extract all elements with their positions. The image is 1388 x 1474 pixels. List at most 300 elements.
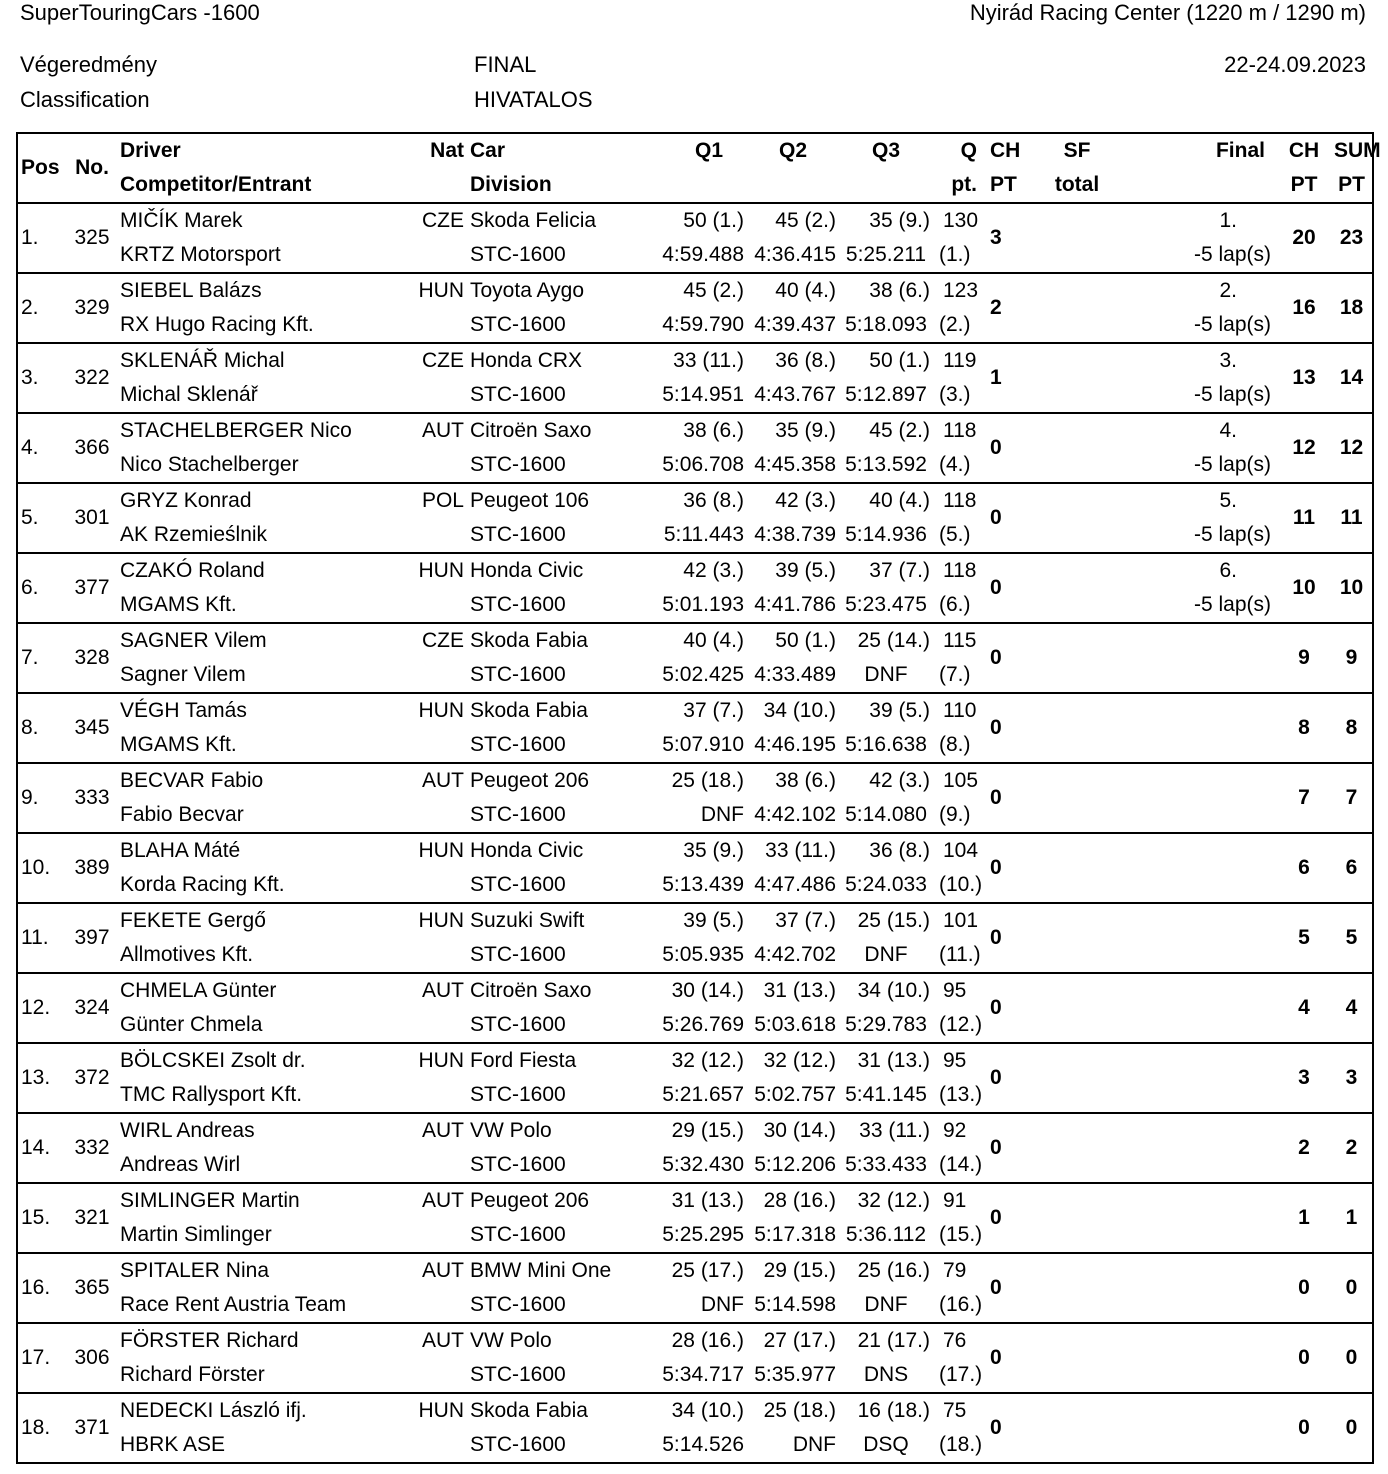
q2-time-cell: 4:38.739 [754, 523, 836, 546]
q2-time-cell: 4:46.195 [754, 733, 836, 756]
q3-points-cell: 50 (1.) [839, 343, 933, 378]
table-row-sub [17, 1148, 1373, 1183]
nationality-cell: CZE [367, 623, 467, 658]
sum-points-cell: 4 [1331, 973, 1373, 1043]
q1-time-cell: 5:11.443 [663, 523, 744, 546]
table-row-sub [17, 238, 1373, 273]
sf-total-cell [1027, 483, 1127, 553]
driver-name-cell: WIRL Andreas [117, 1113, 367, 1148]
nationality-cell: HUN [367, 553, 467, 588]
entrant-cell: Martin Simlinger [120, 1223, 272, 1246]
q3-points-cell: 32 (12.) [839, 1183, 933, 1218]
q2-points-cell: 42 (3.) [747, 483, 839, 518]
q3-time-cell: 5:29.783 [845, 1013, 927, 1036]
sf-total-cell [1027, 1043, 1127, 1113]
results-table [16, 132, 1381, 1464]
sf-total-cell [1027, 1183, 1127, 1253]
q1-points-cell: 38 (6.) [647, 413, 747, 448]
q2-points-cell: 25 (18.) [747, 1393, 839, 1428]
title-hu: Végeredmény [20, 52, 157, 77]
q3-time-cell: 5:18.093 [845, 313, 927, 336]
sum-points-cell: 6 [1331, 833, 1373, 903]
ch-final-points-cell: 0 [1277, 1323, 1331, 1393]
q3-time-cell: 5:13.592 [845, 453, 927, 476]
qualifying-points-cell: 95 [933, 1043, 987, 1078]
car-model-cell: Honda Civic [467, 833, 647, 868]
ch-points-cell: 0 [987, 903, 1027, 973]
table-row [17, 973, 1373, 1008]
driver-name-cell: MIČÍK Marek [117, 203, 367, 238]
car-number-cell: 377 [67, 553, 117, 623]
ch-points-cell: 0 [987, 483, 1027, 553]
q3-points-cell: 37 (7.) [839, 553, 933, 588]
q2-time-cell: 4:41.786 [754, 593, 836, 616]
sf-total-cell [1027, 553, 1127, 623]
q3-points-cell: 39 (5.) [839, 693, 933, 728]
sum-points-cell: 0 [1331, 1323, 1373, 1393]
car-number-cell: 324 [67, 973, 117, 1043]
q3-points-cell: 34 (10.) [839, 973, 933, 1008]
qualifying-position-cell: (16.) [939, 1293, 983, 1316]
car-number-cell: 365 [67, 1253, 117, 1323]
table-row [17, 273, 1373, 308]
car-model-cell: VW Polo [467, 1113, 647, 1148]
car-number-cell: 397 [67, 903, 117, 973]
car-model-cell: Skoda Fabia [467, 623, 647, 658]
position-cell: 18. [17, 1393, 67, 1463]
qualifying-points-cell: 118 [933, 413, 987, 448]
table-row-sub [17, 1358, 1373, 1393]
table-row [17, 1393, 1373, 1428]
division-cell: STC-1600 [470, 1363, 566, 1386]
final-position-cell [1127, 763, 1277, 798]
table-row-sub [17, 1218, 1373, 1253]
nationality-cell: AUT [367, 1323, 467, 1358]
q3-time-cell: DSQ [863, 1433, 909, 1456]
driver-name-cell: FÖRSTER Richard [117, 1323, 367, 1358]
final-position-cell [1127, 1253, 1277, 1288]
car-number-cell: 371 [67, 1393, 117, 1463]
q3-points-cell: 25 (15.) [839, 903, 933, 938]
q1-points-cell: 50 (1.) [647, 203, 747, 238]
laps-behind-cell [1127, 1008, 1277, 1043]
table-row [17, 483, 1373, 518]
ch-points-cell: 3 [987, 203, 1027, 273]
final-position-cell [1127, 1183, 1277, 1218]
col-no: No. [75, 156, 109, 179]
q2-points-cell: 32 (12.) [747, 1043, 839, 1078]
final-position-cell: 1. [1127, 203, 1277, 238]
q3-points-cell: 40 (4.) [839, 483, 933, 518]
final-position-cell [1127, 1393, 1277, 1428]
sum-points-cell: 18 [1331, 273, 1373, 343]
car-model-cell: Skoda Fabia [467, 1393, 647, 1428]
table-row-sub [17, 1008, 1373, 1043]
ch-points-cell: 0 [987, 833, 1027, 903]
division-cell: STC-1600 [470, 733, 566, 756]
driver-name-cell: SIMLINGER Martin [117, 1183, 367, 1218]
q2-points-cell: 38 (6.) [747, 763, 839, 798]
position-cell: 13. [17, 1043, 67, 1113]
qualifying-points-cell: 104 [933, 833, 987, 868]
q1-time-cell: 5:06.708 [662, 453, 744, 476]
q3-time-cell: 5:25.211 [845, 243, 927, 266]
q3-time-cell: DNF [864, 1293, 908, 1316]
q2-time-cell: 4:45.358 [754, 453, 836, 476]
col-q2: Q2 [778, 139, 807, 162]
final-position-cell [1127, 1113, 1277, 1148]
q1-points-cell: 37 (7.) [647, 693, 747, 728]
sf-total-cell [1027, 343, 1127, 413]
division-cell: STC-1600 [470, 453, 566, 476]
qualifying-points-cell: 110 [933, 693, 987, 728]
driver-name-cell: NEDECKI László ifj. [117, 1393, 367, 1428]
col-sf: SF [1063, 139, 1091, 162]
ch-final-points-cell: 10 [1277, 553, 1331, 623]
qualifying-position-cell: (15.) [939, 1223, 983, 1246]
sum-points-cell: 5 [1331, 903, 1373, 973]
q3-points-cell: 31 (13.) [839, 1043, 933, 1078]
position-cell: 14. [17, 1113, 67, 1183]
q3-points-cell: 38 (6.) [839, 273, 933, 308]
final-position-cell [1127, 903, 1277, 938]
nationality-cell: AUT [367, 413, 467, 448]
q1-points-cell: 35 (9.) [647, 833, 747, 868]
final-position-cell: 4. [1127, 413, 1277, 448]
q2-points-cell: 45 (2.) [747, 203, 839, 238]
table-row-sub [17, 728, 1373, 763]
final-position-cell: 6. [1127, 553, 1277, 588]
nationality-cell: HUN [367, 1043, 467, 1078]
q1-time-cell: DNF [700, 1293, 744, 1316]
qualifying-points-cell: 101 [933, 903, 987, 938]
car-model-cell: BMW Mini One [467, 1253, 647, 1288]
q1-time-cell: 5:32.430 [662, 1153, 744, 1176]
col-final: Final [1215, 139, 1265, 162]
driver-name-cell: CZAKÓ Roland [117, 553, 367, 588]
ch-final-points-cell: 12 [1277, 413, 1331, 483]
nationality-cell: AUT [367, 973, 467, 1008]
q3-points-cell: 45 (2.) [839, 413, 933, 448]
position-cell: 7. [17, 623, 67, 693]
position-cell: 10. [17, 833, 67, 903]
entrant-cell: Allmotives Kft. [120, 943, 254, 966]
entrant-cell: Fabio Becvar [120, 803, 244, 826]
sum-points-cell: 1 [1331, 1183, 1373, 1253]
entrant-cell: AK Rzemieślnik [120, 523, 268, 546]
laps-behind-cell [1127, 1288, 1277, 1323]
sf-total-cell [1027, 973, 1127, 1043]
table-row-sub [17, 378, 1373, 413]
final-position-cell: 2. [1127, 273, 1277, 308]
q2-time-cell: 4:39.437 [754, 313, 836, 336]
table-row-sub [17, 868, 1373, 903]
nationality-cell: HUN [367, 273, 467, 308]
qualifying-position-cell: (8.) [939, 733, 971, 756]
position-cell: 8. [17, 693, 67, 763]
division-cell: STC-1600 [470, 803, 566, 826]
driver-name-cell: SIEBEL Balázs [117, 273, 367, 308]
sf-total-cell [1027, 833, 1127, 903]
sum-points-cell: 0 [1331, 1393, 1373, 1463]
q3-points-cell: 25 (16.) [839, 1253, 933, 1288]
q3-points-cell: 25 (14.) [839, 623, 933, 658]
entrant-cell: MGAMS Kft. [120, 593, 237, 616]
q1-points-cell: 34 (10.) [647, 1393, 747, 1428]
ch-points-cell: 0 [987, 1393, 1027, 1463]
final-position-cell: 3. [1127, 343, 1277, 378]
status-final: FINAL [474, 52, 537, 77]
laps-behind-cell [1127, 1148, 1277, 1183]
laps-behind-cell [1127, 1358, 1277, 1393]
q1-time-cell: 5:34.717 [662, 1363, 744, 1386]
qualifying-points-cell: 118 [933, 483, 987, 518]
driver-name-cell: CHMELA Günter [117, 973, 367, 1008]
ch-points-cell: 0 [987, 1113, 1027, 1183]
car-number-cell: 306 [67, 1323, 117, 1393]
qualifying-position-cell: (2.) [939, 313, 971, 336]
col-division: Division [470, 173, 552, 196]
laps-behind-cell: -5 lap(s) [1193, 313, 1271, 336]
entrant-cell: Korda Racing Kft. [120, 873, 285, 896]
entrant-cell: Nico Stachelberger [120, 453, 299, 476]
ch-final-points-cell: 0 [1277, 1253, 1331, 1323]
nationality-cell: HUN [367, 1393, 467, 1428]
sf-total-cell [1027, 1253, 1127, 1323]
sum-points-cell: 0 [1331, 1253, 1373, 1323]
laps-behind-cell: -5 lap(s) [1193, 593, 1271, 616]
q3-time-cell: 5:16.638 [845, 733, 927, 756]
car-number-cell: 333 [67, 763, 117, 833]
car-model-cell: Honda CRX [467, 343, 647, 378]
sum-points-cell: 3 [1331, 1043, 1373, 1113]
car-model-cell: Skoda Fabia [467, 693, 647, 728]
q2-points-cell: 31 (13.) [747, 973, 839, 1008]
ch-final-points-cell: 13 [1277, 343, 1331, 413]
entrant-cell: Andreas Wirl [120, 1153, 241, 1176]
q2-time-cell: DNF [792, 1433, 836, 1456]
q2-time-cell: 5:17.318 [754, 1223, 836, 1246]
col-car: Car [470, 139, 506, 162]
qualifying-position-cell: (12.) [939, 1013, 983, 1036]
entrant-cell: TMC Rallysport Kft. [120, 1083, 303, 1106]
final-position-cell: 5. [1127, 483, 1277, 518]
ch-final-points-cell: 0 [1277, 1393, 1331, 1463]
q1-points-cell: 28 (16.) [647, 1323, 747, 1358]
nationality-cell: AUT [367, 1253, 467, 1288]
table-row-sub [17, 308, 1373, 343]
col-competitor: Competitor/Entrant [120, 173, 312, 196]
ch-final-points-cell: 7 [1277, 763, 1331, 833]
q1-points-cell: 25 (17.) [647, 1253, 747, 1288]
q3-time-cell: 5:14.936 [845, 523, 927, 546]
table-row [17, 1323, 1373, 1358]
col-ch: CH [990, 139, 1021, 162]
q2-points-cell: 37 (7.) [747, 903, 839, 938]
q1-time-cell: 4:59.488 [662, 243, 744, 266]
table-row [17, 553, 1373, 588]
division-cell: STC-1600 [470, 523, 566, 546]
table-row [17, 413, 1373, 448]
ch-points-cell: 0 [987, 693, 1027, 763]
table-row [17, 833, 1373, 868]
laps-behind-cell [1127, 1218, 1277, 1253]
q1-time-cell: 5:01.193 [662, 593, 744, 616]
division-cell: STC-1600 [470, 1433, 566, 1456]
sum-points-cell: 12 [1331, 413, 1373, 483]
car-model-cell: Peugeot 206 [467, 763, 647, 798]
driver-name-cell: BÖLCSKEI Zsolt dr. [117, 1043, 367, 1078]
sf-total-cell [1027, 413, 1127, 483]
final-position-cell [1127, 1043, 1277, 1078]
car-model-cell: Suzuki Swift [467, 903, 647, 938]
driver-name-cell: SAGNER Vilem [117, 623, 367, 658]
col-pos: Pos [21, 156, 60, 179]
q3-points-cell: 35 (9.) [839, 203, 933, 238]
entrant-cell: KRTZ Motorsport [120, 243, 281, 266]
laps-behind-cell: -5 lap(s) [1193, 523, 1271, 546]
ch-points-cell: 0 [987, 1043, 1027, 1113]
car-number-cell: 301 [67, 483, 117, 553]
entrant-cell: Race Rent Austria Team [120, 1293, 347, 1316]
position-cell: 1. [17, 203, 67, 273]
driver-name-cell: VÉGH Tamás [117, 693, 367, 728]
q3-points-cell: 42 (3.) [839, 763, 933, 798]
qualifying-points-cell: 123 [933, 273, 987, 308]
qualifying-position-cell: (5.) [939, 523, 971, 546]
qualifying-points-cell: 115 [933, 623, 987, 658]
laps-behind-cell: -5 lap(s) [1193, 243, 1271, 266]
q1-points-cell: 45 (2.) [647, 273, 747, 308]
car-number-cell: 366 [67, 413, 117, 483]
q1-points-cell: 33 (11.) [647, 343, 747, 378]
car-model-cell: Citroën Saxo [467, 973, 647, 1008]
col-q: Q [960, 139, 977, 162]
ch-final-points-cell: 5 [1277, 903, 1331, 973]
ch-points-cell: 0 [987, 1323, 1027, 1393]
laps-behind-cell [1127, 1078, 1277, 1113]
ch-points-cell: 0 [987, 973, 1027, 1043]
ch-points-cell: 0 [987, 1253, 1027, 1323]
col-qpt: pt. [951, 173, 977, 196]
ch-points-cell: 0 [987, 413, 1027, 483]
position-cell: 6. [17, 553, 67, 623]
sum-points-cell: 10 [1331, 553, 1373, 623]
laps-behind-cell: -5 lap(s) [1193, 453, 1271, 476]
qualifying-position-cell: (3.) [939, 383, 971, 406]
car-model-cell: Toyota Aygo [467, 273, 647, 308]
q1-time-cell: 5:26.769 [662, 1013, 744, 1036]
sf-total-cell [1027, 763, 1127, 833]
laps-behind-cell [1127, 728, 1277, 763]
q2-time-cell: 4:42.102 [754, 803, 836, 826]
sf-total-cell [1027, 273, 1127, 343]
table-row [17, 1183, 1373, 1218]
nationality-cell: AUT [367, 763, 467, 798]
col-chpt: PT [990, 173, 1017, 196]
final-position-cell [1127, 833, 1277, 868]
sf-total-cell [1027, 1323, 1127, 1393]
table-row-sub [17, 448, 1373, 483]
car-model-cell: Peugeot 206 [467, 1183, 647, 1218]
nationality-cell: HUN [367, 693, 467, 728]
q3-time-cell: 5:41.145 [845, 1083, 927, 1106]
q1-points-cell: 25 (18.) [647, 763, 747, 798]
q1-points-cell: 32 (12.) [647, 1043, 747, 1078]
division-cell: STC-1600 [470, 873, 566, 896]
entrant-cell: RX Hugo Racing Kft. [120, 313, 314, 336]
final-position-cell [1127, 1323, 1277, 1358]
nationality-cell: HUN [367, 833, 467, 868]
sum-points-cell: 7 [1331, 763, 1373, 833]
col-sum: SUM [1334, 139, 1381, 162]
sum-points-cell: 23 [1331, 203, 1373, 273]
table-row [17, 1043, 1373, 1078]
position-cell: 16. [17, 1253, 67, 1323]
final-position-cell [1127, 623, 1277, 658]
col-sftotal: total [1054, 173, 1100, 196]
entrant-cell: MGAMS Kft. [120, 733, 237, 756]
car-model-cell: Citroën Saxo [467, 413, 647, 448]
qualifying-position-cell: (6.) [939, 593, 971, 616]
q3-points-cell: 33 (11.) [839, 1113, 933, 1148]
division-cell: STC-1600 [470, 313, 566, 336]
q1-time-cell: DNF [700, 803, 744, 826]
sf-total-cell [1027, 1113, 1127, 1183]
table-row [17, 343, 1373, 378]
q1-points-cell: 29 (15.) [647, 1113, 747, 1148]
q1-time-cell: 5:25.295 [662, 1223, 744, 1246]
table-row-sub [17, 1428, 1373, 1463]
q2-time-cell: 4:33.489 [754, 663, 836, 686]
final-position-cell [1127, 693, 1277, 728]
table-row-sub [17, 658, 1373, 693]
q3-points-cell: 21 (17.) [839, 1323, 933, 1358]
q2-points-cell: 39 (5.) [747, 553, 839, 588]
q2-time-cell: 5:12.206 [754, 1153, 836, 1176]
q2-time-cell: 4:42.702 [754, 943, 836, 966]
sf-total-cell [1027, 1393, 1127, 1463]
venue: Nyirád Racing Center (1220 m / 1290 m) [969, 0, 1366, 25]
ch-points-cell: 1 [987, 343, 1027, 413]
nationality-cell: CZE [367, 343, 467, 378]
qualifying-position-cell: (18.) [939, 1433, 983, 1456]
sf-total-cell [1027, 203, 1127, 273]
qualifying-points-cell: 118 [933, 553, 987, 588]
laps-behind-cell [1127, 868, 1277, 903]
q2-points-cell: 34 (10.) [747, 693, 839, 728]
nationality-cell: HUN [367, 903, 467, 938]
qualifying-position-cell: (10.) [939, 873, 983, 896]
qualifying-position-cell: (7.) [939, 663, 971, 686]
driver-name-cell: BECVAR Fabio [117, 763, 367, 798]
laps-behind-cell [1127, 1428, 1277, 1463]
position-cell: 5. [17, 483, 67, 553]
division-cell: STC-1600 [470, 243, 566, 266]
position-cell: 9. [17, 763, 67, 833]
division-cell: STC-1600 [470, 663, 566, 686]
q1-points-cell: 30 (14.) [647, 973, 747, 1008]
q1-points-cell: 42 (3.) [647, 553, 747, 588]
division-cell: STC-1600 [470, 1153, 566, 1176]
sum-points-cell: 14 [1331, 343, 1373, 413]
q2-points-cell: 30 (14.) [747, 1113, 839, 1148]
q3-time-cell: DNF [864, 943, 908, 966]
qualifying-position-cell: (4.) [939, 453, 971, 476]
qualifying-points-cell: 130 [933, 203, 987, 238]
table-row [17, 693, 1373, 728]
car-model-cell: Skoda Felicia [467, 203, 647, 238]
